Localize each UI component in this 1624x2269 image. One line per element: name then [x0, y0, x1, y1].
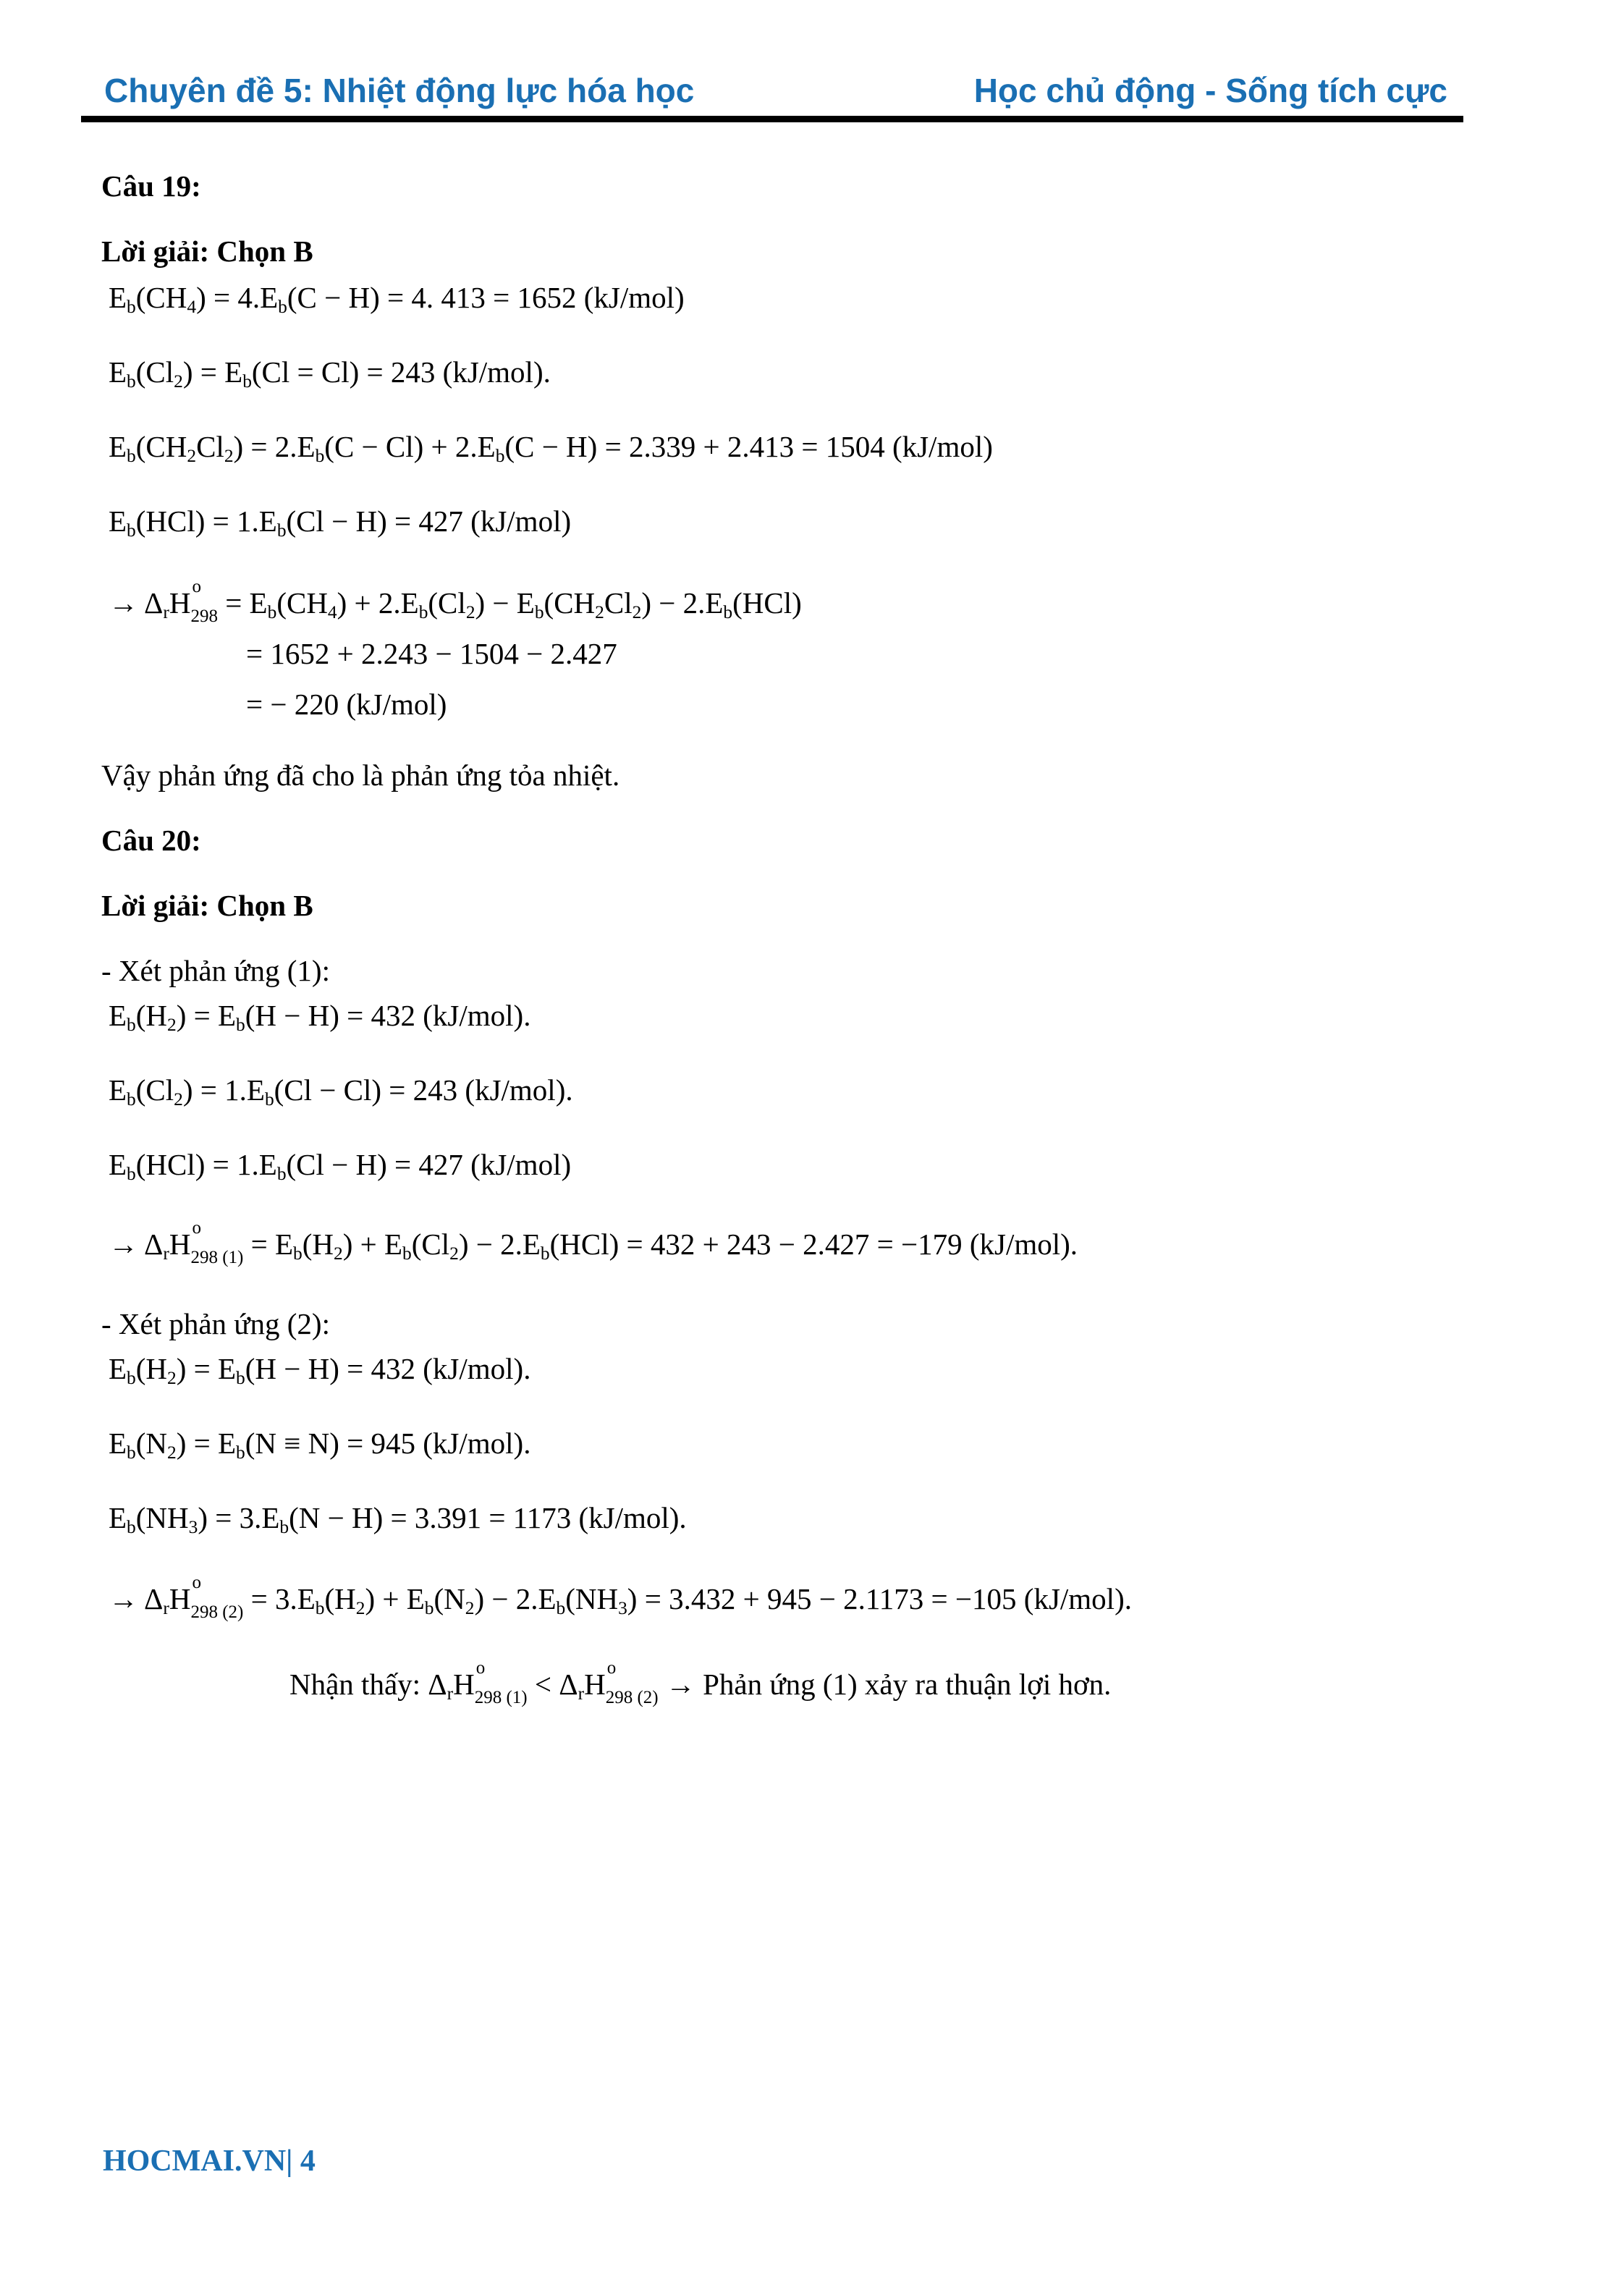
chapter-title: Chuyên đề 5: Nhiệt động lực hóa học	[104, 72, 695, 109]
page-header	[104, 71, 1465, 122]
equation-line: $E_b(NH_3) = 3.E_b(N - H) = 3.391 = 1173$ (kJ/mol).	[109, 1501, 687, 1538]
equation-line: $E_b(HCl) = 1.E_b(Cl - H) = 427$ (kJ/mol)	[109, 1148, 572, 1185]
equation-line: $E_b(Cl_2) = 1.E_b(Cl - Cl) = 243$ (kJ/mol).	[109, 1073, 573, 1110]
equation-line: $E_b(CH_2Cl_2) = 2.E_b(C - Cl) + 2.E_b(C - H) = 2.339 + 2.413 = 1504$ (kJ/mol)	[109, 430, 993, 467]
question-20-answer: Lời giải: Chọn B	[101, 889, 313, 922]
equation-line: $E_b(Cl_2) = E_b(Cl = Cl) = 243$ (kJ/mol).	[109, 355, 551, 392]
comparison-note: Nhận thấy: $\Delta_rH$ o 298 $(1) < \Delta_rH$ o 298 (2) → Phản ứng (1) xảy ra thuận lợi hơn.	[289, 1658, 1112, 1707]
equation-line: $E_b(H_2) = E_b(H - H) = 432$ (kJ/mol).	[109, 999, 531, 1036]
calculation-line: = 1652 + 2.243 − 1504 − 2.427	[246, 637, 617, 670]
enthalpy-equation: → $\Delta_rH$ o 298 $(1) = E_b(H_2) + E_b(Cl_2) - 2.E_b(HCl) = 432 + 243 - 2.427 = -179$ (kJ/mol).	[109, 1218, 1078, 1267]
enthalpy-equation: → $\Delta_rH$ o 298 $(2) = 3.E_b(H_2) + E_b(N_2) - 2.E_b(NH_3) = 3.432 + 945 - 2.1173 = -105$ (kJ/mol).	[109, 1573, 1132, 1622]
reaction-1-heading: - Xét phản ứng (1):	[101, 954, 330, 987]
question-19-title: Câu 19:	[101, 169, 201, 203]
equation-line: $E_b(N_2) = E_b(N \equiv N) = 945$ (kJ/mol).	[109, 1427, 531, 1463]
equation-line: $E_b(CH_4) = 4.E_b(C - H) = 4$. 413 = 1652 (kJ/mol)	[109, 281, 685, 318]
header-divider	[81, 116, 1463, 122]
calculation-result: = − 220 (kJ/mol)	[246, 688, 447, 721]
enthalpy-equation: → $\Delta_rH$ o $298 = E_b(CH_4) + 2.E_b(Cl_2) - E_b(CH_2Cl_2) - 2.E_b(HCl)$	[109, 577, 802, 626]
question-20-title: Câu 20:	[101, 824, 201, 857]
equation-line: $E_b(H_2) = E_b(H - H) = 432$ (kJ/mol).	[109, 1352, 531, 1389]
question-19-answer: Lời giải: Chọn B	[101, 234, 313, 268]
reaction-2-heading: - Xét phản ứng (2):	[101, 1307, 330, 1340]
equation-line: $E_b(HCl) = 1.E_b(Cl - H) = 427$ (kJ/mol)	[109, 504, 572, 541]
question-19-conclusion: Vậy phản ứng đã cho là phản ứng tỏa nhiệt.	[101, 759, 620, 792]
slogan: Học chủ động - Sống tích cực	[973, 72, 1447, 109]
page-footer: HOCMAI.VN| 4	[103, 2145, 316, 2178]
